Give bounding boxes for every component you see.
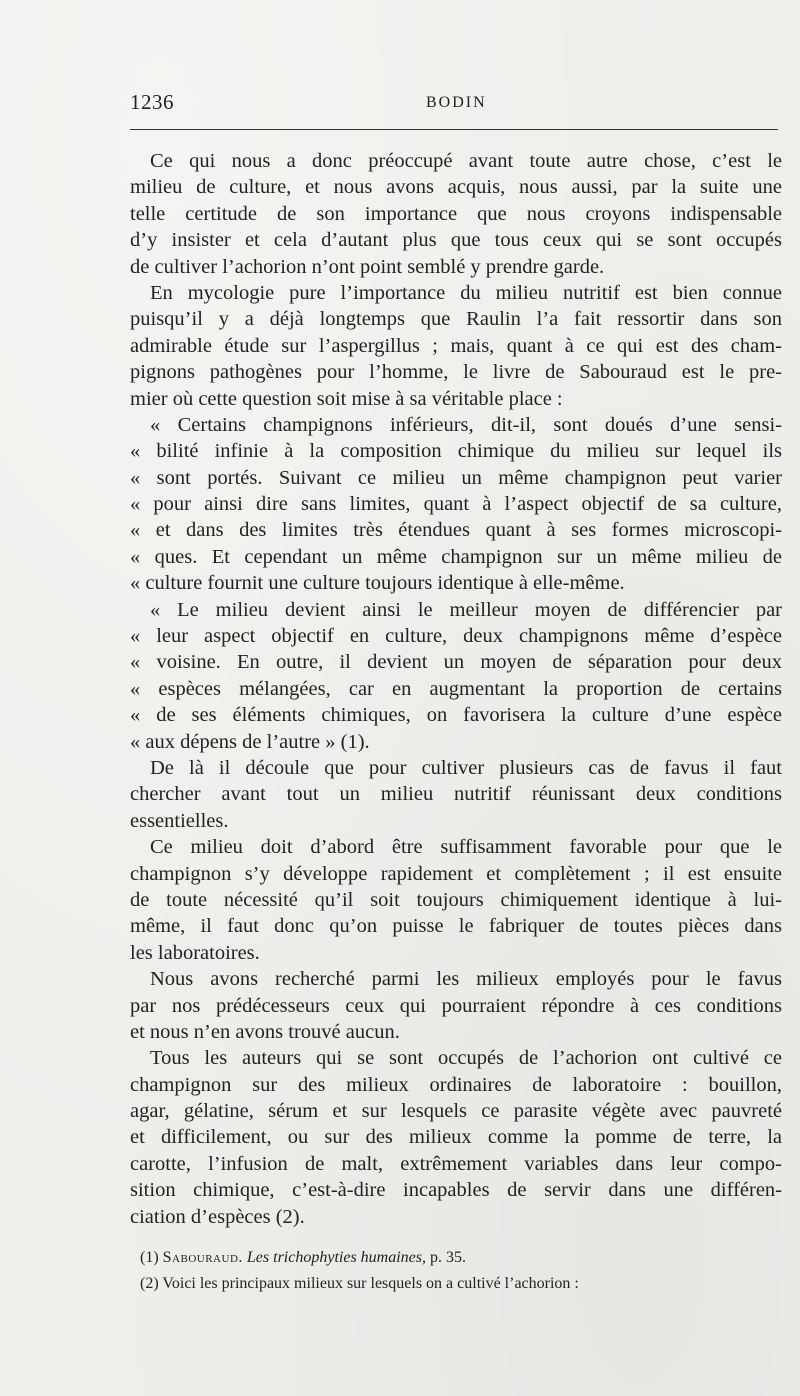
footnote-marker: (1) [140, 1249, 159, 1266]
text-line: « de ses éléments chimiques, on favorisera la culture d’une espèce [130, 704, 782, 727]
footnote [130, 1271, 782, 1297]
text-line: « et dans des limites très étendues quant à ses formes microscopi- [130, 519, 782, 542]
text-line: telle certitude de son importance que nous croyons indispensable [130, 202, 782, 225]
text-line: En mycologie pure l’importance du milieu nutritif est bien connue [150, 281, 782, 304]
text-line: de cultiver l’achorion n’ont point semblé y prendre garde. [130, 255, 605, 278]
text-line: Nous avons recherché parmi les milieux employés pour le favus [150, 968, 782, 991]
footnote-text: Voici les principaux milieux sur lesquels on a cultivé l’achorion : [162, 1275, 579, 1292]
text-line: Tous les auteurs qui se sont occupés de l’achorion ont cultivé ce [150, 1047, 782, 1070]
text-line: « sont portés. Suivant ce milieu un même champignon peut varier [130, 466, 782, 489]
text-line: « ques. Et cependant un même champignon sur un même milieu de [130, 545, 782, 568]
text-line: milieu de culture, et nous avons acquis, nous aussi, par la suite une [130, 176, 782, 199]
text-line: agar, gélatine, sérum et sur lesquels ce parasite végète avec pauvreté [130, 1100, 782, 1123]
footnote-text: p. 35. [430, 1249, 466, 1266]
text-line: « pour ainsi dire sans limites, quant à l’aspect objectif de sa culture, [130, 493, 782, 516]
text-line: champignon s’y développe rapidement et complètement ; il est ensuite [130, 862, 782, 885]
text-line: « Certains champignons inférieurs, dit-il, sont doués d’une sensi- [150, 413, 782, 436]
footnotes [130, 1245, 782, 1297]
text-line: et difficilement, ou sur des milieux comme la pomme de terre, la [130, 1126, 782, 1149]
footnote-author: Sabouraud. [162, 1249, 243, 1266]
text-line: d’y insister et cela d’autant plus que tous ceux qui se sont occupés [130, 229, 782, 252]
footnote-title: Les trichophyties humaines, [246, 1249, 426, 1266]
text-line: Ce qui nous a donc préoccupé avant toute autre chose, c’est le [150, 150, 782, 172]
header-rule [130, 129, 778, 130]
text-line: champignon sur des milieux ordinaires de laboratoire : bouillon, [130, 1073, 782, 1096]
footnote [130, 1245, 782, 1271]
text-line: ciation d’espèces (2). [130, 1205, 305, 1228]
text-line: « voisine. En outre, il devient un moyen de séparation pour deux [130, 651, 782, 674]
text-line: puisqu’il y a déjà longtemps que Raulin l’a fait ressortir dans son [130, 308, 782, 331]
footnote-marker: (2) [140, 1275, 159, 1292]
text-line: admirable étude sur l’aspergillus ; mais, quant à ce qui est des cham- [130, 334, 782, 357]
text-line: « bilité infinie à la composition chimique du milieu sur lequel ils [130, 440, 782, 463]
text-line: carotte, l’infusion de malt, extrêmement variables dans leur compo- [130, 1152, 782, 1175]
text-line: De là il découle que pour cultiver plusieurs cas de favus il faut [150, 756, 782, 779]
text-line: pignons pathogènes pour l’homme, le livre de Sabouraud est le pre- [130, 361, 782, 384]
text-line: « aux dépens de l’autre » (1). [130, 730, 370, 753]
text-line: par nos prédécesseurs ceux qui pourraient répondre à ces conditions [130, 994, 782, 1017]
text-line: sition chimique, c’est-à-dire incapables de servir dans une différen- [130, 1179, 782, 1202]
text-line: « espèces mélangées, car en augmentant la proportion de certains [130, 677, 782, 700]
page-header [130, 90, 778, 120]
text-line: Ce milieu doit d’abord être suffisamment favorable pour que le [150, 836, 782, 859]
text-line: « leur aspect objectif en culture, deux champignons même d’espèce [130, 625, 782, 648]
text-line: et nous n’en avons trouvé aucun. [130, 1020, 400, 1043]
text-line: chercher avant tout un milieu nutritif réunissant deux conditions [130, 783, 782, 806]
text-line: même, il faut donc qu’on puisse le fabriquer de toutes pièces dans [130, 915, 782, 938]
text-line: de toute nécessité qu’il soit toujours chimiquement identique à lui- [130, 888, 782, 911]
page-number: 1236 [130, 90, 174, 114]
text-line: essentielles. [130, 809, 229, 832]
text-line: « Le milieu devient ainsi le meilleur moyen de différencier par [150, 598, 782, 621]
text-line: « culture fournit une culture toujours identique à elle-même. [130, 572, 625, 595]
body-text [130, 148, 782, 1230]
text-line: les laboratoires. [130, 941, 260, 964]
text-line: mier où cette question soit mise à sa véritable place : [130, 387, 563, 410]
running-head: BODIN [426, 94, 487, 111]
